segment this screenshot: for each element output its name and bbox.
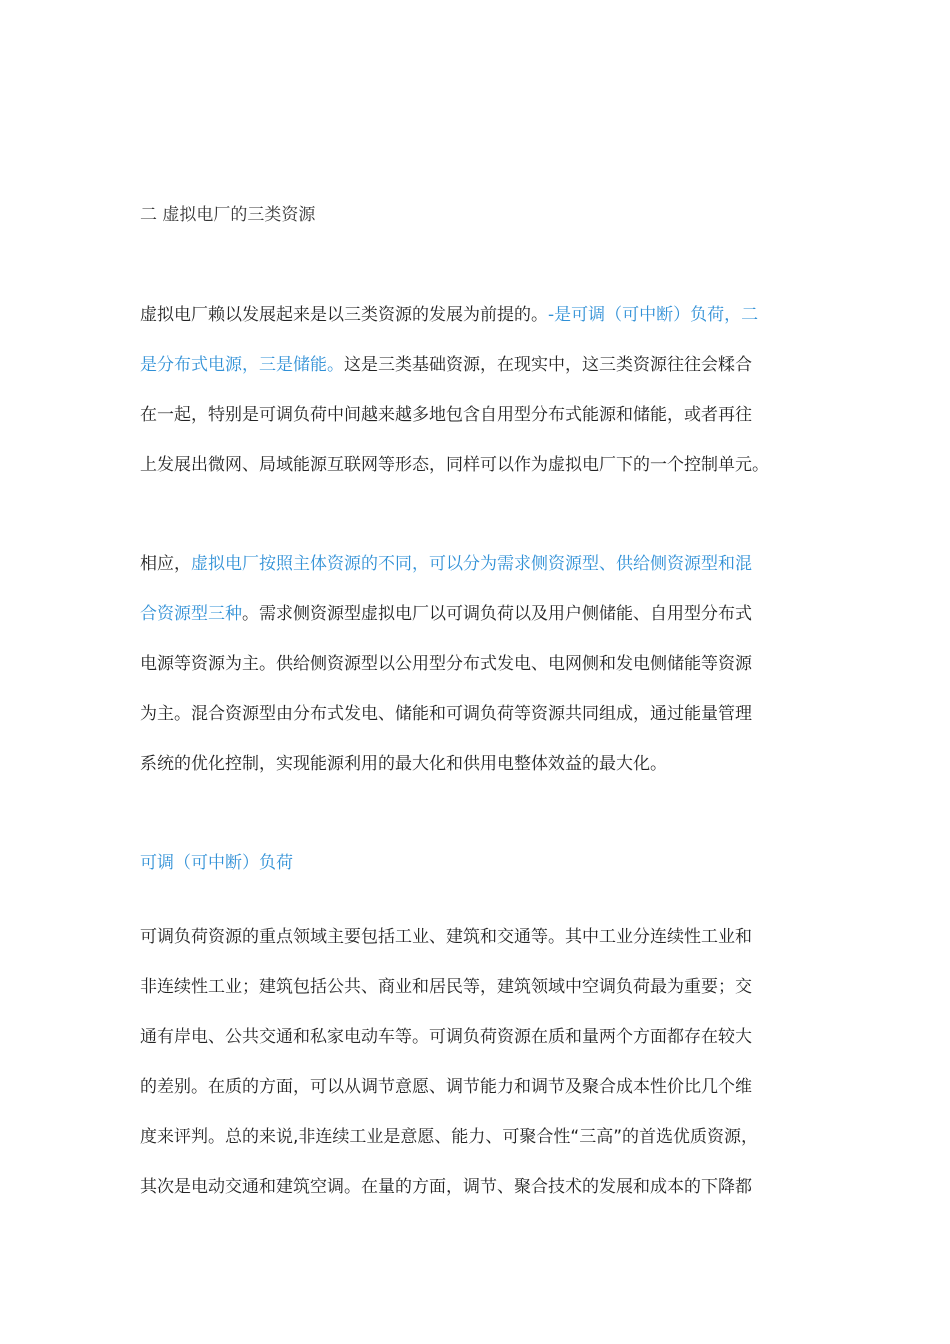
section-heading: 二 虚拟电厂的三类资源 bbox=[140, 205, 316, 225]
paragraph-vpp-types bbox=[140, 539, 830, 789]
paragraph-line bbox=[140, 589, 830, 639]
paragraph-line: 其次是电动交通和建筑空调。在量的方面，调节、聚合技术的发展和成本的下降都 bbox=[140, 1177, 752, 1197]
paragraph-line: 可调负荷资源的重点领域主要包括工业、建筑和交通等。其中工业分连续性工业和 bbox=[140, 927, 752, 947]
paragraph-line: 为主。混合资源型由分布式发电、储能和可调负荷等资源共同组成，通过能量管理 bbox=[140, 704, 752, 724]
subheading-adjustable-load: 可调（可中断）负荷 bbox=[140, 853, 293, 873]
highlighted-text: -是可调（可中断）负荷，二 bbox=[548, 305, 759, 325]
paragraph-line: 上发展出微网、局域能源互联网等形态，同样可以作为虚拟电厂下的一个控制单元。 bbox=[140, 455, 769, 475]
plain-text: 相应， bbox=[140, 554, 191, 574]
plain-text: 。需求侧资源型虚拟电厂以可调负荷以及用户侧储能、自用型分布式 bbox=[242, 604, 752, 624]
plain-text: 虚拟电厂赖以发展起来是以三类资源的发展为前提的。 bbox=[140, 305, 548, 325]
paragraph-line: 通有岸电、公共交通和私家电动车等。可调负荷资源在质和量两个方面都存在较大 bbox=[140, 1027, 752, 1047]
paragraph-line: 电源等资源为主。供给侧资源型以公用型分布式发电、电网侧和发电侧储能等资源 bbox=[140, 654, 752, 674]
plain-text: 这是三类基础资源，在现实中，这三类资源往往会糅合 bbox=[344, 355, 752, 375]
paragraph-adjustable-load bbox=[140, 912, 830, 1212]
paragraph-line bbox=[140, 340, 830, 390]
highlighted-text: 合资源型三种 bbox=[140, 604, 242, 624]
highlighted-text: 是分布式电源，三是储能。 bbox=[140, 355, 344, 375]
paragraph-line: 在一起，特别是可调负荷中间越来越多地包含自用型分布式能源和储能，或者再往 bbox=[140, 405, 752, 425]
paragraph-line: 的差别。在质的方面，可以从调节意愿、调节能力和调节及聚合成本性价比几个维 bbox=[140, 1077, 752, 1097]
highlighted-text: 虚拟电厂按照主体资源的不同，可以分为需求侧资源型、供给侧资源型和混 bbox=[191, 554, 752, 574]
paragraph-line: 系统的优化控制，实现能源利用的最大化和供用电整体效益的最大化。 bbox=[140, 754, 667, 774]
paragraph-three-resources bbox=[140, 290, 830, 490]
paragraph-line: 非连续性工业；建筑包括公共、商业和居民等，建筑领域中空调负荷最为重要；交 bbox=[140, 977, 752, 997]
paragraph-line: 度来评判。总的来说,非连续工业是意愿、能力、可聚合性“三高”的首选优质资源， bbox=[140, 1127, 759, 1147]
paragraph-line bbox=[140, 290, 830, 340]
paragraph-line bbox=[140, 539, 830, 589]
